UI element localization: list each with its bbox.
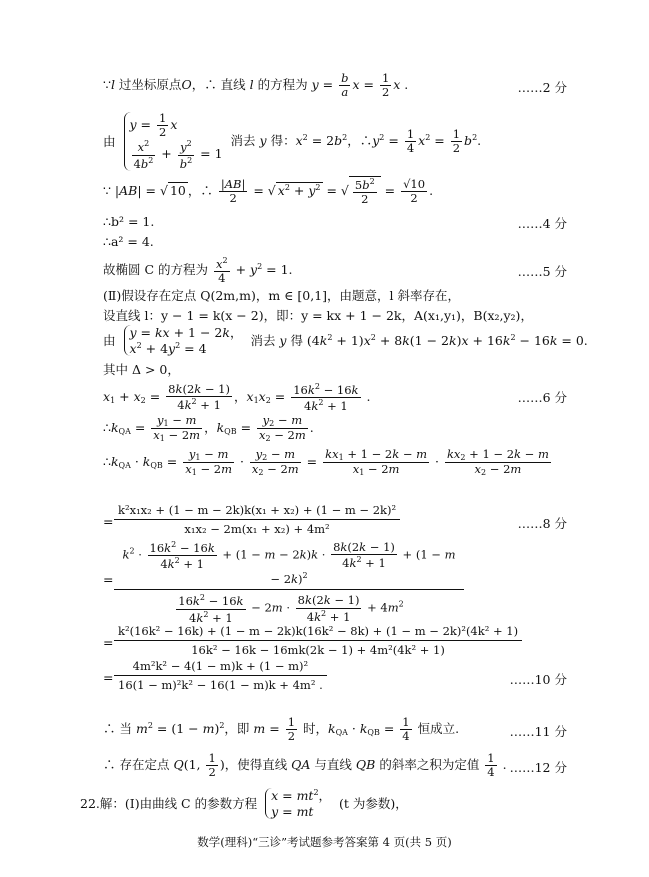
score-2: ……2 分 [517,80,567,95]
line-b2: ∴b² = 1. [103,214,155,229]
eq-sign-1: = [103,514,114,529]
line-delta: 其中 Δ > 0， [103,362,180,377]
score-10: ……10 分 [509,672,567,687]
score-4: ……4 分 [517,216,567,231]
eq-sign-2: = [103,572,114,587]
fraction-step-3: k²(16k² − 16k) + (1 − m − 2k)k(16k² − 8k) + (1 − m − 2k)²(4k² + 1) 16k² − 16k − 16mk(2k − 1) + 4m²(4k² + 1) [114,624,522,657]
eq-sign-4: = [103,670,114,685]
score-11: ……11 分 [509,724,567,739]
fraction-step-2: $k^2$ · $\frac{16k^2 - 16k}{4k^2 + 1}$ + (1 − m − 2k)k · $\frac{8k(2k - 1)}{4k^2 + 1}$ + $(1 - m - 2k)^2$ $\frac{16k^2 - 16k}{4k^2 + 1}$ − 2m · $\frac{8k(2k - 1)}{4k^2 + 1}$ + $4m^2$ [114,540,464,625]
score-12: ……12 分 [509,760,567,775]
line-slope: ∵l 过坐标原点O，∴ 直线 l 的方程为 y = $\frac{b}{a}$ x = $\frac{1}{2}$ x . [103,71,409,100]
score-6: ……6 分 [517,390,567,405]
line-product: $\therefore k_{QA} \cdot k_{QB}$ = $\frac{y_1 - m}{x_1 - 2m}$ · $\frac{y_2 - m}{x_2 - 2m}$ = $\frac{kx_1 + 1 - 2k - m}{x_1 - 2m}$ · $\frac{kx_2 + 1 - 2k - m}{x_2 - 2m}$ [103,447,549,478]
line-condition: ∴ 当 $m^2 = (1 - m)^2$，即 m = $\frac{1}{2}$ 时，$k_{QA} \cdot k_{QB}$ = $\frac{1}{4}$ 恒成立. [103,715,460,744]
line-setline: 设直线 l：y − 1 = k(x − 2)，即：y = kx + 1 − 2k，A(x₁,y₁)，B(x₂,y₂)， [103,308,533,323]
line-conclusion: ∴ 存在定点 Q(1, $\frac{1}{2}$ )，使得直线 QA 与直线 QB 的斜率之积为定值 $\frac{1}{4}$ . [103,751,507,780]
line-part2: (Ⅱ)假设存在定点 Q(2m,m)，m ∈ [0,1]，由题意，l 斜率存在， [103,288,461,303]
line-system-1: 由 y = $\frac{1}{2}$ x $\frac{x^2}{4b^2}$ + $\frac{y^2}{b^2}$ = 1 消去 y 得：$x^2 = 2b^2$，$\therefore y^2$ = $\frac{1}{4}$ $x^2$ = $\frac{1}{2}$ $b^2$. [103,111,482,171]
fraction-step-4: $\frac{\text{4m²k² − 4(1 − m)k + (1 − m)²}}{\text{16(1 − m)²k² − 16(1 − m)k + 4m² .}}$ [114,659,327,692]
score-5: ……5 分 [517,264,567,279]
page-footer: 数学(理科)“三诊”考试题参考答案第 4 页(共 5 页) [197,835,452,849]
line-a2: ∴a² = 4. [103,234,154,249]
line-ellipse: 故椭圆 C 的方程为 $\frac{x^2}{4}$ + $y^2 = 1$. [103,256,293,286]
fraction-step-1: $\frac{\text{k²x₁x₂ + (1 − m − 2k)k(x₁ + x₂) + (1 − m − 2k)²}}{\text{x₁x₂ − 2m(x₁ + x₂) + 4m²}}$ [114,503,400,536]
line-vieta: $x_1 + x_2$ = $\frac{8k(2k - 1)}{4k^2 + 1}$ ，$x_1x_2$ = $\frac{16k^2 - 16k}{4k^2 + 1}$ . [103,382,371,414]
eq-sign-3: = [103,635,114,650]
line-system-2: 由 y = kx + 1 − 2k， $x^2 + 4y^2 = 4$ 消去 y 得 $(4k^2 + 1)x^2 + 8k(1 - 2k)x + 16k^2 - 16k = 0$. [103,325,588,356]
line-ab: ∵ |AB| = √ 10 ，∴ $\frac{|AB|}{2}$ = √ $x^2 + y^2$ = √ $\frac{5b^2}{2}$ = $\frac{√10}{2}$ . [103,177,434,207]
line-q22: 22.解：(Ⅰ)由曲线 C 的参数方程 $x = mt^2$， y = mt (t 为参数)， [80,788,408,819]
line-kqa: $\therefore k_{QA}$ = $\frac{y_1 - m}{x_1 - 2m}$ ，$k_{QB}$ = $\frac{y_2 - m}{x_2 - 2m}$ . [103,413,314,444]
score-8: ……8 分 [517,516,567,531]
